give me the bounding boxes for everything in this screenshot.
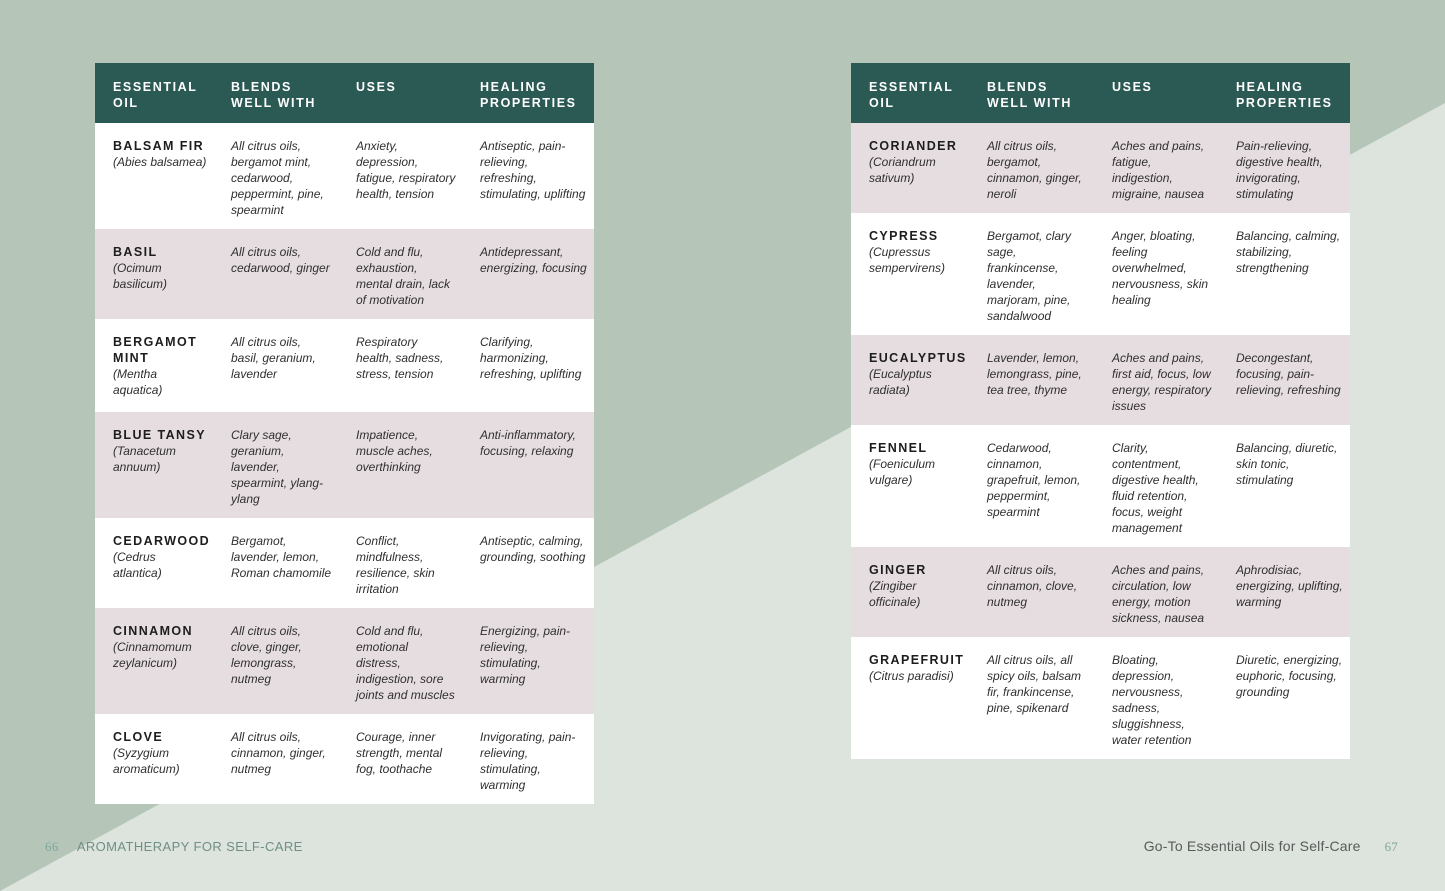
healing-cell: Balancing, calming, stabilizing, strengthening bbox=[1236, 229, 1341, 275]
table-row bbox=[95, 319, 594, 412]
oil-cell bbox=[95, 123, 213, 229]
oil-name: FENNEL bbox=[869, 441, 928, 455]
running-title-right: Go-To Essential Oils for Self-Care bbox=[1143, 838, 1361, 854]
healing-cell: Diuretic, energizing, euphoric, focusing, grounding bbox=[1236, 653, 1343, 699]
header-blends-well-with: BLENDS WELL WITH bbox=[231, 80, 316, 110]
oil-latin-name: (Cinnamomum zeylanicum) bbox=[113, 640, 192, 670]
oil-cell bbox=[95, 714, 213, 804]
uses-cell: Impatience, muscle aches, overthinking bbox=[356, 428, 433, 474]
page-number-left: 66 bbox=[45, 839, 59, 854]
healing-cell: Antiseptic, calming, grounding, soothing bbox=[480, 534, 586, 564]
oil-cell bbox=[851, 335, 969, 425]
table-header-row bbox=[851, 63, 1350, 123]
uses-cell: Aches and pains, circulation, low energy, motion sickness, nausea bbox=[1112, 563, 1205, 625]
blends-cell: All citrus oils, clove, ginger, lemongrass, nutmeg bbox=[231, 624, 302, 686]
healing-cell: Pain-relieving, digestive health, invigorating, stimulating bbox=[1236, 139, 1323, 201]
uses-cell: Cold and flu, emotional distress, indigestion, sore joints and muscles bbox=[356, 624, 455, 702]
oil-name: BASIL bbox=[113, 245, 158, 259]
table-row bbox=[851, 425, 1350, 547]
blends-cell: Bergamot, clary sage, frankincense, lavender, marjoram, pine, sandalwood bbox=[987, 229, 1072, 323]
uses-cell: Aches and pains, first aid, focus, low energy, respiratory issues bbox=[1112, 351, 1212, 413]
uses-cell: Cold and flu, exhaustion, mental drain, lack of motivation bbox=[356, 245, 451, 307]
healing-cell: Antidepressant, energizing, focusing bbox=[480, 245, 587, 275]
blends-cell: Clary sage, geranium, lavender, spearmint, ylang-ylang bbox=[231, 428, 324, 506]
oil-cell bbox=[851, 123, 969, 213]
header-essential-oil: ESSENTIAL OIL bbox=[869, 80, 954, 110]
header-healing-properties: HEALING PROPERTIES bbox=[480, 80, 577, 110]
oil-cell bbox=[95, 319, 213, 412]
header-blends-well-with: BLENDS WELL WITH bbox=[987, 80, 1072, 110]
blends-cell: All citrus oils, cedarwood, ginger bbox=[231, 245, 330, 275]
uses-cell: Courage, inner strength, mental fog, toothache bbox=[356, 730, 443, 776]
blends-cell: Bergamot, lavender, lemon, Roman chamomile bbox=[231, 534, 332, 580]
oil-latin-name: (Foeniculum vulgare) bbox=[869, 457, 936, 487]
header-uses: USES bbox=[1112, 80, 1153, 94]
table-row bbox=[95, 412, 594, 518]
header-uses: USES bbox=[356, 80, 397, 94]
table-row bbox=[851, 123, 1350, 213]
blends-cell: All citrus oils, bergamot mint, cedarwood, peppermint, pine, spearmint bbox=[231, 139, 324, 217]
table-header-row bbox=[95, 63, 594, 123]
healing-cell: Clarifying, harmonizing, refreshing, uplifting bbox=[480, 335, 582, 381]
header-essential-oil: ESSENTIAL OIL bbox=[113, 80, 198, 110]
blends-cell: All citrus oils, cinnamon, clove, nutmeg bbox=[987, 563, 1078, 609]
essential-oils-table-left bbox=[95, 63, 594, 804]
oil-latin-name: (Cupressus sempervirens) bbox=[869, 245, 946, 275]
essential-oils-table-right bbox=[851, 63, 1350, 759]
oil-cell bbox=[95, 608, 213, 714]
healing-cell: Antiseptic, pain-relieving, refreshing, stimulating, uplifting bbox=[480, 139, 586, 201]
table-row bbox=[95, 123, 594, 229]
oil-name: BLUE TANSY bbox=[113, 428, 206, 442]
oil-latin-name: (Tanacetum annuum) bbox=[113, 444, 176, 474]
blends-cell: All citrus oils, bergamot, cinnamon, ginger, neroli bbox=[987, 139, 1082, 201]
uses-cell: Bloating, depression, nervousness, sadness, sluggishness, water retention bbox=[1112, 653, 1192, 747]
table-row bbox=[851, 335, 1350, 425]
oil-latin-name: (Ocimum basilicum) bbox=[113, 261, 168, 291]
healing-cell: Energizing, pain-relieving, stimulating, warming bbox=[480, 624, 571, 686]
oil-name: GINGER bbox=[869, 563, 927, 577]
uses-cell: Anxiety, depression, fatigue, respiratory health, tension bbox=[356, 139, 456, 201]
oil-name: CINNAMON bbox=[113, 624, 193, 638]
healing-cell: Aphrodisiac, energizing, uplifting, warming bbox=[1236, 563, 1343, 609]
footer-left bbox=[45, 839, 303, 855]
healing-cell: Invigorating, pain-relieving, stimulating, warming bbox=[480, 730, 576, 792]
healing-cell: Anti-inflammatory, focusing, relaxing bbox=[480, 428, 576, 458]
table-row bbox=[95, 714, 594, 804]
oil-name: BERGAMOT MINT bbox=[113, 335, 198, 365]
oil-cell bbox=[95, 229, 213, 319]
blends-cell: All citrus oils, basil, geranium, lavender bbox=[231, 335, 316, 381]
blends-cell: All citrus oils, all spicy oils, balsam fir, frankincense, pine, spikenard bbox=[987, 653, 1082, 715]
oil-latin-name: (Zingiber officinale) bbox=[869, 579, 921, 609]
oil-name: CORIANDER bbox=[869, 139, 958, 153]
uses-cell: Respiratory health, sadness, stress, tension bbox=[356, 335, 444, 381]
table-row bbox=[95, 518, 594, 608]
uses-cell: Clarity, contentment, digestive health, fluid retention, focus, weight management bbox=[1112, 441, 1199, 535]
oil-latin-name: (Cedrus atlantica) bbox=[113, 550, 162, 580]
oil-name: EUCALYPTUS bbox=[869, 351, 967, 365]
oil-name: GRAPEFRUIT bbox=[869, 653, 965, 667]
table-row bbox=[851, 547, 1350, 637]
footer-right bbox=[1144, 838, 1398, 855]
uses-cell: Anger, bloating, feeling overwhelmed, nervousness, skin healing bbox=[1112, 229, 1209, 307]
table-row bbox=[851, 637, 1350, 759]
running-title-left: AROMATHERAPY FOR SELF-CARE bbox=[76, 839, 303, 854]
oil-cell bbox=[851, 425, 969, 547]
oil-latin-name: (Citrus paradisi) bbox=[869, 669, 954, 683]
healing-cell: Decongestant, focusing, pain-relieving, refreshing bbox=[1236, 351, 1341, 397]
oil-latin-name: (Coriandrum sativum) bbox=[869, 155, 936, 185]
oil-latin-name: (Eucalyptus radiata) bbox=[869, 367, 932, 397]
blends-cell: Cedarwood, cinnamon, grapefruit, lemon, peppermint, spearmint bbox=[987, 441, 1081, 519]
table-row bbox=[95, 608, 594, 714]
oil-name: CLOVE bbox=[113, 730, 164, 744]
page-number-right: 67 bbox=[1384, 839, 1398, 854]
header-healing-properties: HEALING PROPERTIES bbox=[1236, 80, 1333, 110]
oil-name: CYPRESS bbox=[869, 229, 939, 243]
oil-cell bbox=[95, 518, 213, 608]
uses-cell: Conflict, mindfulness, resilience, skin irritation bbox=[356, 534, 435, 596]
table-row bbox=[851, 213, 1350, 335]
blends-cell: Lavender, lemon, lemongrass, pine, tea tree, thyme bbox=[987, 351, 1082, 397]
oil-name: CEDARWOOD bbox=[113, 534, 211, 548]
oil-cell bbox=[95, 412, 213, 518]
oil-cell bbox=[851, 637, 969, 759]
uses-cell: Aches and pains, fatigue, indigestion, migraine, nausea bbox=[1112, 139, 1205, 201]
oil-name: BALSAM FIR bbox=[113, 139, 205, 153]
oil-cell bbox=[851, 213, 969, 335]
oil-latin-name: (Mentha aquatica) bbox=[113, 367, 163, 397]
oil-latin-name: (Syzygium aromaticum) bbox=[113, 746, 180, 776]
oil-latin-name: (Abies balsamea) bbox=[113, 155, 207, 169]
healing-cell: Balancing, diuretic, skin tonic, stimulating bbox=[1236, 441, 1338, 487]
oil-cell bbox=[851, 547, 969, 637]
table-row bbox=[95, 229, 594, 319]
blends-cell: All citrus oils, cinnamon, ginger, nutmeg bbox=[231, 730, 326, 776]
